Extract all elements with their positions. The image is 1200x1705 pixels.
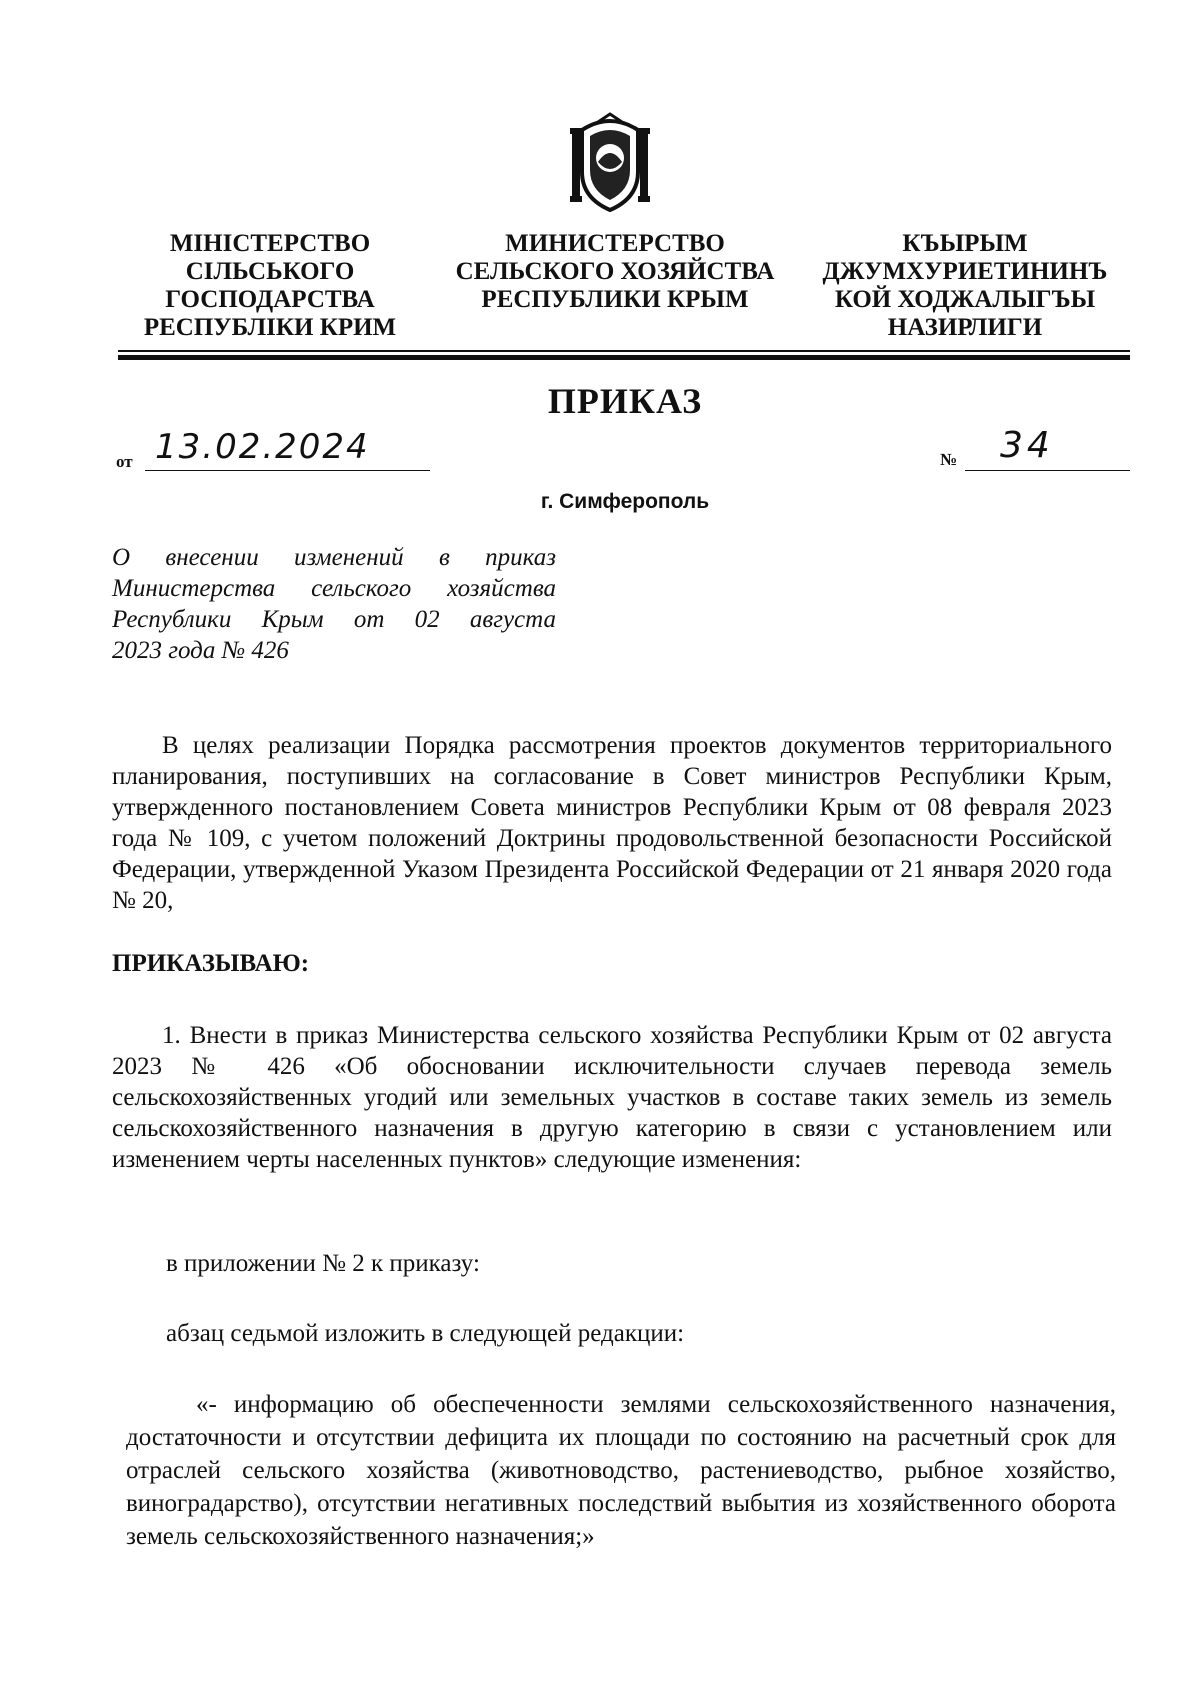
header-ua-line: МІНІСТЕРСТВО [169,230,371,257]
number-underline [965,470,1130,471]
subject-line: Министерства сельского хозяйства [112,575,556,602]
header-divider-thick [118,355,1130,360]
document-title: ПРИКАЗ [547,381,703,421]
quoted-amendment: «- информацию об обеспеченности землями сельскохозяйственного назначения, достаточности и отсутствии дефицита их площади по состоянию на расчетный срок для отраслей сельского хозяйства (животноводство, растениеводство, рыбное хозяйство, виноградарство), отсутствии негативных последствий выбытия из хозяйственного оборота земель сельскохозяйственного назначения;» [126,1391,1116,1550]
coat-of-arms-emblem [568,110,652,214]
header-divider-thin [118,350,1130,352]
header-crh-line: КЪЫРЫМ [902,230,1028,257]
handwritten-date: 13.02.2024 [155,427,370,467]
handwritten-number: 34 [1000,425,1054,466]
header-ru-line: МИНИСТЕРСТВО [505,230,725,257]
header-ru-line: СЕЛЬСКОГО ХОЗЯЙСТВА [455,258,775,285]
annex-line: в приложении № 2 к приказу: [166,1250,480,1277]
city-line: г. Симферополь [540,490,710,513]
header-ua-line: СІЛЬСЬКОГО [185,258,355,285]
date-label: от [116,452,133,471]
paragraph-instruction: абзац седьмой изложить в следующей редакции: [166,1320,685,1347]
header-ua-line: РЕСПУБЛІКИ КРИМ [143,314,397,341]
subject-line: Республики Крым от 02 августа [112,606,556,633]
header-ua-line: ГОСПОДАРСТВА [165,286,375,313]
preamble-paragraph: В целях реализации Порядка рассмотрения проектов документов территориального планирования, поступивших на согласование в Совет министров Республики Крым, утвержденного постановлением Совета министров Республики Крым от 08 февраля 2023 года № 109, с учетом положений Доктрины продовольственной безопасности Российской Федерации, утвержденной Указом Президента Российской Федерации от 21 января 2020 года № 20, [112,732,1112,914]
order-directive: ПРИКАЗЫВАЮ: [112,950,310,977]
header-crimean-tatar [800,230,1130,342]
header-ukrainian [120,230,420,342]
date-underline [145,470,430,471]
header-crh-line: КОЙ ХОДЖАЛЫГЪЫ [834,286,1096,313]
header-ru-line: РЕСПУБЛИКИ КРЫМ [481,286,749,313]
item-1-paragraph: 1. Внести в приказ Министерства сельского хозяйства Республики Крым от 02 августа 2023 № 426 «Об обосновании исключительности случаев перевода земель сельскохозяйственных угодий или земельных участков в составе таких земель из земель сельскохозяйственного назначения в другую категорию в связи с установлением или изменением черты населенных пунктов» следующие изменения: [112,1022,1112,1173]
subject-line: О внесении изменений в приказ [112,544,556,571]
header-crh-line: НАЗИРЛИГИ [887,314,1043,341]
order-subject [112,542,556,666]
header-crh-line: ДЖУМХУРИЕТИНИНЪ [822,258,1108,285]
subject-line: 2023 года № 426 [112,637,289,664]
number-label: № [940,450,958,469]
header-russian [440,230,790,314]
